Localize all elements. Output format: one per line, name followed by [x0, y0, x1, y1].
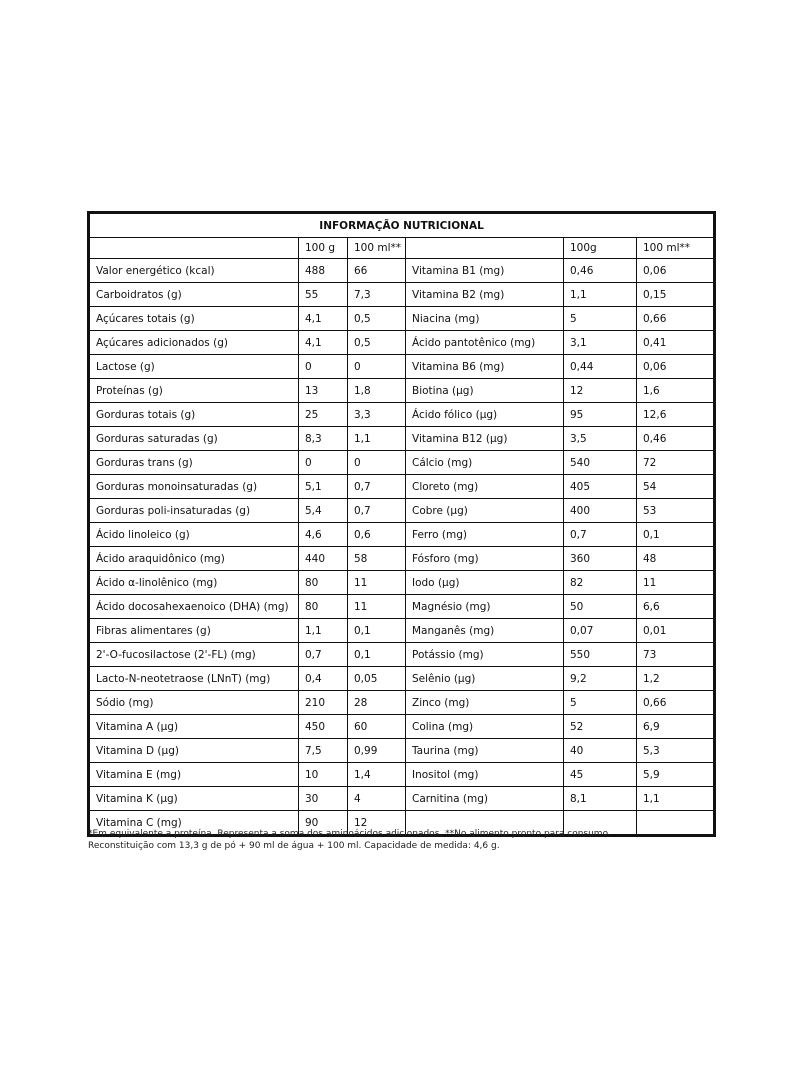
table-row — [89, 427, 715, 451]
value-per-100ml-right: 0,66 — [637, 307, 715, 331]
value-per-100g-left: 1,1 — [299, 619, 348, 643]
value-per-100g-right: 0,7 — [564, 523, 637, 547]
nutrient-name-right: Cobre (µg) — [406, 499, 564, 523]
nutrient-name-right: Fósforo (mg) — [406, 547, 564, 571]
table-row — [89, 331, 715, 355]
value-per-100ml-left: 60 — [348, 715, 406, 739]
value-per-100ml-left: 1,8 — [348, 379, 406, 403]
value-per-100ml-left: 12 — [348, 811, 406, 836]
value-per-100g-left: 80 — [299, 595, 348, 619]
value-per-100ml-left: 7,3 — [348, 283, 406, 307]
nutrient-name-left: Vitamina E (mg) — [89, 763, 299, 787]
value-per-100g-left: 90 — [299, 811, 348, 836]
header-empty-right — [406, 238, 564, 259]
table-row — [89, 715, 715, 739]
value-per-100ml-right: 0,15 — [637, 283, 715, 307]
value-per-100ml-left: 0 — [348, 355, 406, 379]
table-row — [89, 643, 715, 667]
value-per-100ml-right: 0,06 — [637, 355, 715, 379]
value-per-100ml-left: 4 — [348, 787, 406, 811]
nutrient-name-left: Carboidratos (g) — [89, 283, 299, 307]
table-body — [89, 259, 715, 836]
nutrient-name-right: Selênio (µg) — [406, 667, 564, 691]
nutrient-name-left: Vitamina K (µg) — [89, 787, 299, 811]
nutrient-name-left: Gorduras totais (g) — [89, 403, 299, 427]
value-per-100g-right: 3,1 — [564, 331, 637, 355]
nutrient-name-left: Lactose (g) — [89, 355, 299, 379]
value-per-100ml-left: 28 — [348, 691, 406, 715]
value-per-100ml-left: 0 — [348, 451, 406, 475]
nutrient-name-left: Ácido docosahexaenoico (DHA) (mg) — [89, 595, 299, 619]
value-per-100g-right: 3,5 — [564, 427, 637, 451]
value-per-100ml-right: 6,9 — [637, 715, 715, 739]
table-row — [89, 739, 715, 763]
value-per-100ml-right: 48 — [637, 547, 715, 571]
value-per-100ml-left: 58 — [348, 547, 406, 571]
value-per-100g-left: 5,1 — [299, 475, 348, 499]
value-per-100g-left: 210 — [299, 691, 348, 715]
value-per-100g-left: 10 — [299, 763, 348, 787]
value-per-100ml-left: 0,7 — [348, 475, 406, 499]
nutrient-name-left: 2'-O-fucosilactose (2'-FL) (mg) — [89, 643, 299, 667]
value-per-100g-left: 13 — [299, 379, 348, 403]
footnote-line-1: *Em equivalente a proteína. Representa a soma dos aminoácidos adicionados. **No alimento pronto para consumo. — [88, 829, 611, 839]
value-per-100ml-left: 0,99 — [348, 739, 406, 763]
header-empty-left — [89, 238, 299, 259]
nutrient-name-left: Valor energético (kcal) — [89, 259, 299, 283]
value-per-100g-left: 0,7 — [299, 643, 348, 667]
value-per-100g-left: 8,3 — [299, 427, 348, 451]
value-per-100g-left: 80 — [299, 571, 348, 595]
value-per-100g-right: 0,46 — [564, 259, 637, 283]
value-per-100ml-left: 0,6 — [348, 523, 406, 547]
table-row — [89, 259, 715, 283]
nutrient-name-left: Gorduras monoinsaturadas (g) — [89, 475, 299, 499]
value-per-100g-right: 540 — [564, 451, 637, 475]
value-per-100g-right: 40 — [564, 739, 637, 763]
value-per-100g-right: 45 — [564, 763, 637, 787]
value-per-100g-left: 0,4 — [299, 667, 348, 691]
value-per-100g-right: 52 — [564, 715, 637, 739]
value-per-100g-left: 4,1 — [299, 307, 348, 331]
nutrient-name-left: Gorduras saturadas (g) — [89, 427, 299, 451]
table-row — [89, 283, 715, 307]
value-per-100g-right: 50 — [564, 595, 637, 619]
value-per-100ml-right: 0,06 — [637, 259, 715, 283]
table-row — [89, 499, 715, 523]
nutrient-name-left: Vitamina D (µg) — [89, 739, 299, 763]
nutrient-name-right: Potássio (mg) — [406, 643, 564, 667]
value-per-100g-left: 4,1 — [299, 331, 348, 355]
nutrient-name-right: Vitamina B12 (µg) — [406, 427, 564, 451]
value-per-100g-right: 12 — [564, 379, 637, 403]
table-row — [89, 523, 715, 547]
nutrient-name-right: Ácido fólico (µg) — [406, 403, 564, 427]
value-per-100ml-left: 0,7 — [348, 499, 406, 523]
table-row — [89, 307, 715, 331]
value-per-100g-left: 440 — [299, 547, 348, 571]
value-per-100ml-left: 0,5 — [348, 307, 406, 331]
table-row — [89, 619, 715, 643]
table-row — [89, 379, 715, 403]
value-per-100ml-left: 0,5 — [348, 331, 406, 355]
value-per-100ml-right: 54 — [637, 475, 715, 499]
nutrient-name-right: Colina (mg) — [406, 715, 564, 739]
nutrient-name-right: Niacina (mg) — [406, 307, 564, 331]
nutrient-name-right: Taurina (mg) — [406, 739, 564, 763]
value-per-100ml-right: 5,9 — [637, 763, 715, 787]
value-per-100ml-right: 12,6 — [637, 403, 715, 427]
footnote-line-2: Reconstituição com 13,3 g de pó + 90 ml de água + 100 ml. Capacidade de medida: 4,6 g. — [88, 841, 500, 851]
header-right-100g: 100g — [564, 238, 637, 259]
table-row — [89, 571, 715, 595]
value-per-100g-left: 55 — [299, 283, 348, 307]
value-per-100g-right: 1,1 — [564, 283, 637, 307]
table-row — [89, 547, 715, 571]
value-per-100g-left: 25 — [299, 403, 348, 427]
nutrition-table — [87, 211, 716, 837]
nutrient-name-left: Vitamina A (µg) — [89, 715, 299, 739]
nutrient-name-right: Biotina (µg) — [406, 379, 564, 403]
value-per-100g-left: 7,5 — [299, 739, 348, 763]
table-row — [89, 691, 715, 715]
value-per-100g-right: 8,1 — [564, 787, 637, 811]
nutrient-name-left: Sódio (mg) — [89, 691, 299, 715]
value-per-100ml-right: 0,46 — [637, 427, 715, 451]
nutrient-name-left: Gorduras poli-insaturadas (g) — [89, 499, 299, 523]
value-per-100ml-right: 1,2 — [637, 667, 715, 691]
nutrient-name-left: Fibras alimentares (g) — [89, 619, 299, 643]
nutrient-name-left: Ácido α-linolênico (mg) — [89, 571, 299, 595]
header-left-100g: 100 g — [299, 238, 348, 259]
nutrient-name-right: Vitamina B6 (mg) — [406, 355, 564, 379]
value-per-100g-right: 95 — [564, 403, 637, 427]
value-per-100g-right: 9,2 — [564, 667, 637, 691]
header-left-100ml: 100 ml** — [348, 238, 406, 259]
table-row — [89, 451, 715, 475]
value-per-100g-left: 5,4 — [299, 499, 348, 523]
table-row — [89, 595, 715, 619]
value-per-100ml-left: 66 — [348, 259, 406, 283]
table-row — [89, 475, 715, 499]
nutrient-name-right: Ácido pantotênico (mg) — [406, 331, 564, 355]
nutrient-name-right: Ferro (mg) — [406, 523, 564, 547]
nutrient-name-right: Zinco (mg) — [406, 691, 564, 715]
value-per-100ml-left: 3,3 — [348, 403, 406, 427]
value-per-100g-right: 82 — [564, 571, 637, 595]
value-per-100ml-right: 11 — [637, 571, 715, 595]
nutrient-name-right: Iodo (µg) — [406, 571, 564, 595]
table-row — [89, 667, 715, 691]
nutrient-name-right: Manganês (mg) — [406, 619, 564, 643]
value-per-100g-left: 30 — [299, 787, 348, 811]
nutrient-name-right: Vitamina B1 (mg) — [406, 259, 564, 283]
value-per-100g-left: 0 — [299, 355, 348, 379]
column-header-row — [89, 238, 715, 259]
table-row — [89, 787, 715, 811]
value-per-100ml-right: 73 — [637, 643, 715, 667]
nutrient-name-right: Carnitina (mg) — [406, 787, 564, 811]
value-per-100ml-left: 11 — [348, 571, 406, 595]
nutrient-name-left: Lacto-N-neotetraose (LNnT) (mg) — [89, 667, 299, 691]
nutrient-name-left: Vitamina C (mg) — [89, 811, 299, 836]
value-per-100ml-left: 0,05 — [348, 667, 406, 691]
nutrient-name-left: Ácido araquidônico (mg) — [89, 547, 299, 571]
value-per-100g-right: 405 — [564, 475, 637, 499]
footnote — [88, 828, 728, 852]
value-per-100ml-right: 5,3 — [637, 739, 715, 763]
header-right-100ml: 100 ml** — [637, 238, 715, 259]
table-title: INFORMAÇÃO NUTRICIONAL — [89, 213, 715, 238]
nutrient-name-left: Proteínas (g) — [89, 379, 299, 403]
value-per-100ml-right: 0,1 — [637, 523, 715, 547]
nutrient-name-left: Açúcares totais (g) — [89, 307, 299, 331]
value-per-100ml-right: 0,01 — [637, 619, 715, 643]
nutrient-name-right: Vitamina B2 (mg) — [406, 283, 564, 307]
value-per-100ml-left: 1,1 — [348, 427, 406, 451]
table-row — [89, 355, 715, 379]
nutrient-name-right: Inositol (mg) — [406, 763, 564, 787]
nutrient-name-right: Cálcio (mg) — [406, 451, 564, 475]
nutrient-name-right: Cloreto (mg) — [406, 475, 564, 499]
value-per-100g-left: 0 — [299, 451, 348, 475]
nutrient-name-left: Açúcares adicionados (g) — [89, 331, 299, 355]
value-per-100g-left: 488 — [299, 259, 348, 283]
value-per-100g-left: 450 — [299, 715, 348, 739]
value-per-100g-right: 0,07 — [564, 619, 637, 643]
value-per-100ml-right: 6,6 — [637, 595, 715, 619]
value-per-100ml-left: 0,1 — [348, 643, 406, 667]
table-row — [89, 403, 715, 427]
value-per-100g-right: 360 — [564, 547, 637, 571]
value-per-100ml-right: 0,41 — [637, 331, 715, 355]
value-per-100g-right: 550 — [564, 643, 637, 667]
table-row — [89, 763, 715, 787]
value-per-100ml-right: 53 — [637, 499, 715, 523]
nutrient-name-left: Gorduras trans (g) — [89, 451, 299, 475]
value-per-100ml-right: 1,6 — [637, 379, 715, 403]
value-per-100g-right: 5 — [564, 691, 637, 715]
value-per-100ml-right: 0,66 — [637, 691, 715, 715]
value-per-100g-left: 4,6 — [299, 523, 348, 547]
nutrient-name-right: Magnésio (mg) — [406, 595, 564, 619]
value-per-100ml-left: 1,4 — [348, 763, 406, 787]
value-per-100ml-left: 0,1 — [348, 619, 406, 643]
value-per-100ml-left: 11 — [348, 595, 406, 619]
value-per-100g-right: 0,44 — [564, 355, 637, 379]
value-per-100g-right: 400 — [564, 499, 637, 523]
value-per-100ml-right: 72 — [637, 451, 715, 475]
nutrient-name-left: Ácido linoleico (g) — [89, 523, 299, 547]
value-per-100g-right: 5 — [564, 307, 637, 331]
value-per-100ml-right: 1,1 — [637, 787, 715, 811]
